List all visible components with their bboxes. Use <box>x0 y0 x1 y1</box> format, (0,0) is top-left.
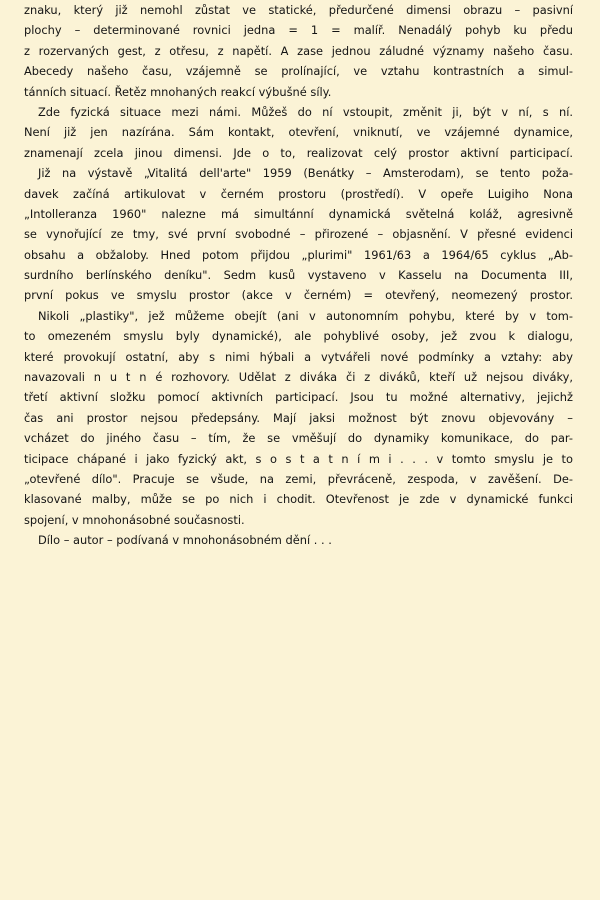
text-line: plochy – determinované rovnici jedna = 1 = malíř. Nenadálý pohyb ku předu <box>24 23 573 38</box>
text-line: z rozervaných gest, z otřesu, z napětí. A zase jednou záludné významy našeho času. <box>24 43 573 58</box>
text-line: Nikoli „plastiky", jež můžeme obejít (ani v autonomním pohybu, které by v tom- <box>38 308 573 323</box>
text-line: davek začíná artikulovat v černém prostoru (prostředí). V opeře Luigiho Nona <box>24 186 573 201</box>
text-line: navazovali n u t n é rozhovory. Udělat z diváka či z diváků, kteří už nejsou diváky, <box>24 370 573 385</box>
paragraph <box>24 163 573 306</box>
text-line: surdního berlínského deníku". Sedm kusů vystaveno v Kasselu na Documenta III, <box>24 268 573 283</box>
body-text <box>24 0 573 551</box>
text-line: Není již jen nazírána. Sám kontakt, otevření, vniknutí, ve vzájemné dynamice, <box>24 125 573 140</box>
text-line: se vynořující ze tmy, své první svobodné – přirozené – objasnění. V přesné evidenci <box>24 227 573 242</box>
text-line: tánních situací. Řetěz mnohaných reakcí výbušné síly. <box>24 84 332 99</box>
text-line: třetí aktivní složku pomocí aktivních participací. Jsou tu možné alternativy, jejichž <box>24 390 573 405</box>
text-line: Zde fyzická situace mezi námi. Můžeš do ní vstoupit, změnit ji, být v ní, s ní. <box>38 104 573 119</box>
text-line: znaku, který již nemohl zůstat ve statické, předurčené dimensi obrazu – pasivní <box>24 3 573 17</box>
text-line: spojení, v mnohonásobné současnosti. <box>24 512 245 527</box>
text-line: které provokují ostatní, aby s nimi hýbali a vytvářeli nové podmínky a vztahy: aby <box>24 349 573 364</box>
text-line: vcházet do jiného času – tím, že se vměšují do dynamiky komunikace, do par- <box>24 431 573 446</box>
text-line: znamenají zcela jinou dimensi. Jde o to, realizovat celý prostor aktivní participací. <box>24 145 573 160</box>
text-line: „otevřené dílo". Pracuje se všude, na zemi, převráceně, zespoda, v zavěšení. De- <box>24 471 573 486</box>
paragraph <box>24 530 573 550</box>
paragraph <box>24 102 573 163</box>
text-line: obsahu a obžaloby. Hned potom přijdou „plurimi" 1961/63 a 1964/65 cyklus „Ab- <box>24 247 573 262</box>
text-line: klasované malby, může se po nich i chodit. Otevřenost je zde v dynamické funkci <box>24 492 573 507</box>
text-line: čas ani prostor nejsou předepsány. Mají jaksi možnost být znovu objevovány – <box>24 410 573 425</box>
text-line: to omezeném smyslu byly dynamické), ale pohyblivé osoby, jež zvou k dialogu, <box>24 329 573 344</box>
text-line: Již na výstavě „Vitalitá dell'arte" 1959 (Benátky – Amsterodam), se tento poža- <box>38 166 573 181</box>
paragraph <box>24 306 573 530</box>
text-line: „Intolleranza 1960" nalezne má simultánní dynamická světelná koláž, agresivně <box>24 206 573 221</box>
text-line: ticipace chápané i jako fyzický akt, s o s t a t n í m i . . . v tomto smyslu je to <box>24 451 573 466</box>
text-line: první pokus ve smyslu prostor (akce v černém) = otevřený, neomezený prostor. <box>24 288 573 303</box>
paragraph <box>24 0 573 102</box>
text-line: Dílo – autor – podívaná v mnohonásobném dění . . . <box>38 533 332 548</box>
text-line: Abecedy našeho času, vzájemně se prolínající, ve vztahu kontrastních a simul- <box>24 64 573 79</box>
